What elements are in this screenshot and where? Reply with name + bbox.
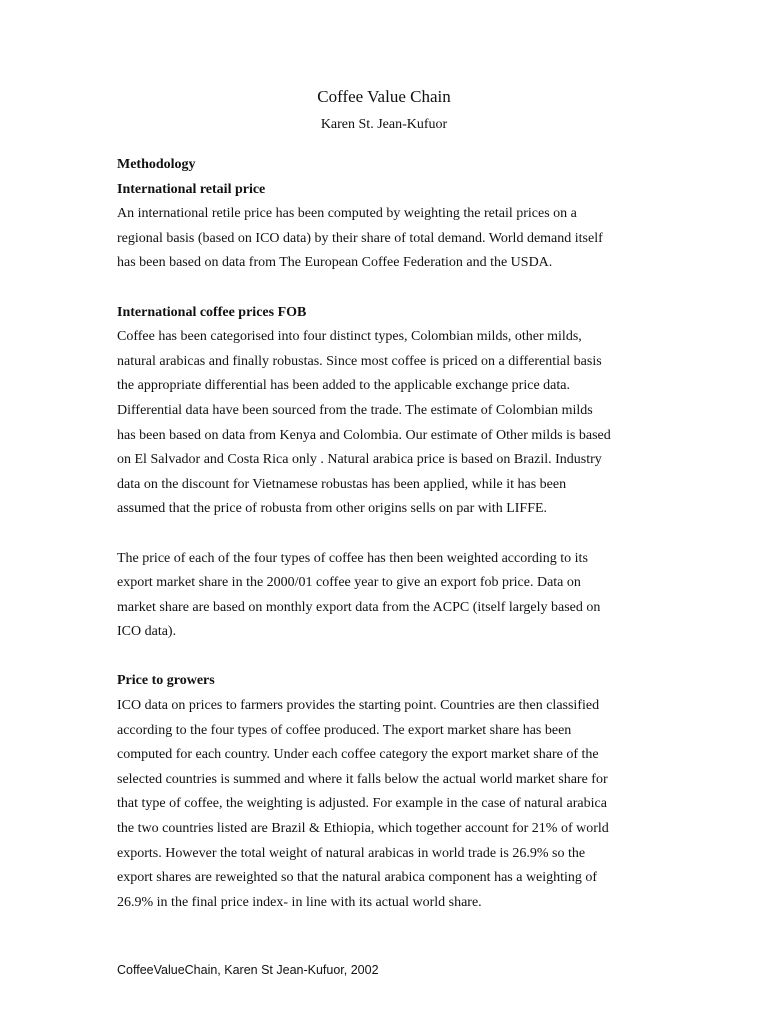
text-line: 26.9% in the final price index- in line with its actual world share. <box>117 894 482 910</box>
text-line: exports. However the total weight of natural arabicas in world trade is 26.9% so the <box>117 845 586 861</box>
section-heading-fob-prices: International coffee prices FOB <box>117 304 307 320</box>
paragraph-gap <box>117 522 657 547</box>
paragraph-fob-prices <box>117 325 657 522</box>
paragraph-gap <box>117 645 657 670</box>
text-line: the two countries listed are Brazil & Ethiopia, which together account for 21% of world <box>117 821 609 837</box>
methodology-heading: Methodology <box>117 157 196 172</box>
text-line: An international retile price has been computed by weighting the retail prices on a <box>117 206 577 222</box>
text-line: Coffee has been categorised into four distinct types, Colombian milds, other milds, <box>117 329 582 345</box>
section-heading-price-to-growers: Price to growers <box>117 673 215 689</box>
text-line: natural arabicas and finally robustas. Since most coffee is priced on a differential basis <box>117 353 602 369</box>
text-line: selected countries is summed and where it falls below the actual world market share for <box>117 771 608 787</box>
paragraph-price-to-growers <box>117 694 657 915</box>
text-line: market share are based on monthly export data from the ACPC (itself largely based on <box>117 599 601 615</box>
text-line: data on the discount for Vietnamese robustas has been applied, while it has been <box>117 476 567 492</box>
text-line: computed for each country. Under each coffee category the export market share of the <box>117 747 599 763</box>
section-heading-retail-price: International retail price <box>117 181 266 197</box>
text-line: on El Salvador and Costa Rica only . Natural arabica price is based on Brazil. Industry <box>117 452 602 468</box>
text-line: assumed that the price of robusta from other origins sells on par with LIFFE. <box>117 501 548 517</box>
text-line: export market share in the 2000/01 coffee year to give an export fob price. Data on <box>117 575 581 591</box>
text-line: regional basis (based on ICO data) by their share of total demand. World demand itself <box>117 230 603 246</box>
document-title: Coffee Value Chain <box>317 87 451 106</box>
text-line: the appropriate differential has been added to the applicable exchange price data. <box>117 378 570 394</box>
text-line: ICO data). <box>117 624 177 640</box>
paragraph-weighting <box>117 547 657 645</box>
text-line: has been based on data from The European Coffee Federation and the USDA. <box>117 255 553 271</box>
text-line: The price of each of the four types of coffee has then been weighted according to its <box>117 550 588 566</box>
paragraph-gap <box>117 276 657 301</box>
document-body <box>117 153 657 915</box>
document-author: Karen St. Jean-Kufuor <box>320 117 448 132</box>
text-line: has been based on data from Kenya and Colombia. Our estimate of Other milds is based <box>117 427 611 443</box>
text-line: Differential data have been sourced from the trade. The estimate of Colombian milds <box>117 402 593 418</box>
page-footer: CoffeeValueChain, Karen St Jean-Kufuor, 2002 <box>117 963 379 977</box>
text-line: that type of coffee, the weighting is adjusted. For example in the case of natural arabica <box>117 796 607 812</box>
text-line: export shares are reweighted so that the natural arabica component has a weighting of <box>117 870 598 886</box>
text-line: according to the four types of coffee produced. The export market share has been <box>117 722 572 738</box>
paragraph-retail-price <box>117 202 657 276</box>
text-line: ICO data on prices to farmers provides the starting point. Countries are then classified <box>117 698 600 714</box>
